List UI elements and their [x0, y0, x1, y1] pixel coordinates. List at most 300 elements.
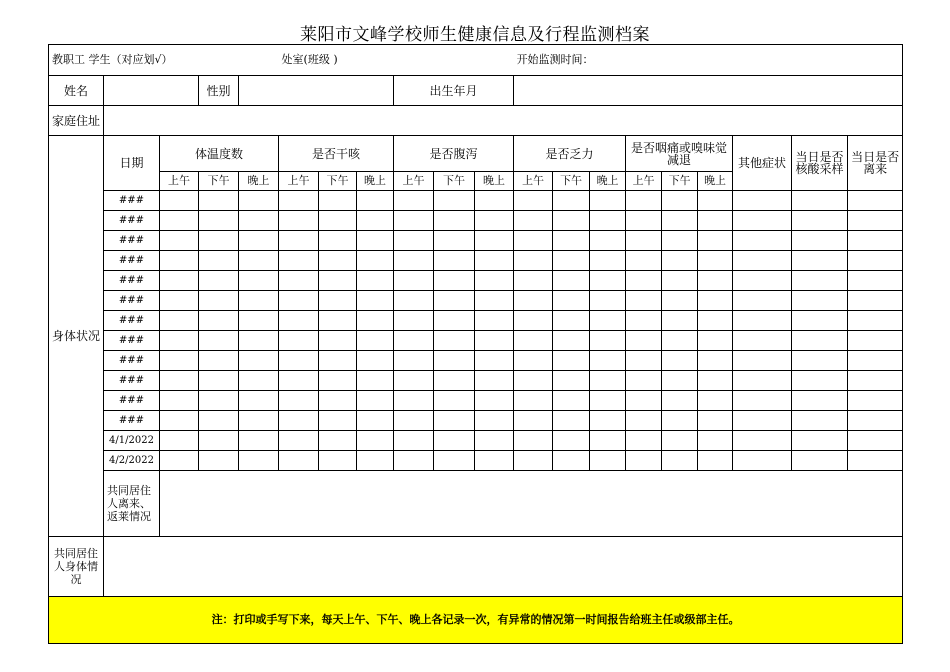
entry-cell[interactable] [199, 231, 239, 251]
entry-cell[interactable] [394, 351, 434, 371]
entry-cell[interactable] [662, 431, 698, 451]
entry-cell[interactable] [553, 431, 590, 451]
entry-cell[interactable] [698, 291, 733, 311]
entry-cell[interactable] [698, 371, 733, 391]
entry-cell[interactable] [319, 231, 357, 251]
entry-cell[interactable] [626, 231, 662, 251]
entry-cell[interactable] [475, 231, 514, 251]
nucleic-test-header: 当日是否核酸采样 [792, 136, 848, 191]
entry-cell[interactable] [319, 451, 357, 471]
cohabit-travel-label: 共同居住人离来、返莱情况 [104, 471, 160, 537]
entry-cell[interactable] [590, 351, 626, 371]
entry-cell[interactable] [475, 431, 514, 451]
entry-cell[interactable] [792, 211, 848, 231]
entry-cell[interactable] [394, 331, 434, 351]
birth-value[interactable] [514, 76, 903, 106]
entry-cell[interactable] [279, 211, 319, 231]
entry-cell[interactable] [475, 271, 514, 291]
entry-cell[interactable] [199, 411, 239, 431]
entry-cell[interactable] [199, 391, 239, 411]
entry-cell[interactable] [553, 311, 590, 331]
gender-value[interactable] [239, 76, 394, 106]
entry-cell[interactable] [160, 331, 199, 351]
date-cell: ### [104, 231, 160, 251]
entry-cell[interactable] [733, 231, 792, 251]
entry-cell[interactable] [514, 271, 553, 291]
entry-cell[interactable] [792, 451, 848, 471]
entry-cell[interactable] [239, 371, 279, 391]
entry-cell[interactable] [199, 251, 239, 271]
entry-cell[interactable] [239, 391, 279, 411]
entry-cell[interactable] [698, 411, 733, 431]
date-cell: ### [104, 331, 160, 351]
entry-cell[interactable] [590, 371, 626, 391]
entry-cell[interactable] [848, 271, 903, 291]
entry-cell[interactable] [394, 291, 434, 311]
group-header-diarrhea: 是否腹泻 [394, 136, 514, 172]
start-time-label: 开始监测时间： [514, 45, 903, 76]
entry-cell[interactable] [279, 431, 319, 451]
entry-cell[interactable] [590, 211, 626, 231]
entry-cell[interactable] [357, 351, 394, 371]
entry-cell[interactable] [279, 371, 319, 391]
entry-cell[interactable] [279, 391, 319, 411]
entry-cell[interactable] [475, 311, 514, 331]
entry-cell[interactable] [662, 251, 698, 271]
entry-cell[interactable] [848, 411, 903, 431]
entry-cell[interactable] [434, 331, 475, 351]
entry-cell[interactable] [514, 311, 553, 331]
entry-cell[interactable] [394, 391, 434, 411]
entry-cell[interactable] [394, 231, 434, 251]
entry-cell[interactable] [553, 211, 590, 231]
entry-cell[interactable] [590, 331, 626, 351]
entry-cell[interactable] [160, 451, 199, 471]
entry-cell[interactable] [662, 271, 698, 291]
entry-cell[interactable] [319, 251, 357, 271]
entry-cell[interactable] [848, 331, 903, 351]
date-cell: ### [104, 191, 160, 211]
entry-cell[interactable] [698, 191, 733, 211]
entry-cell[interactable] [279, 351, 319, 371]
entry-cell[interactable] [319, 191, 357, 211]
entry-cell[interactable] [553, 391, 590, 411]
entry-cell[interactable] [662, 451, 698, 471]
entry-cell[interactable] [733, 331, 792, 351]
daily-row [49, 391, 903, 411]
entry-cell[interactable] [553, 351, 590, 371]
entry-cell[interactable] [514, 231, 553, 251]
entry-cell[interactable] [792, 431, 848, 451]
entry-cell[interactable] [239, 311, 279, 331]
entry-cell[interactable] [848, 291, 903, 311]
period-header: 下午 [434, 172, 475, 191]
entry-cell[interactable] [733, 351, 792, 371]
entry-cell[interactable] [848, 351, 903, 371]
entry-cell[interactable] [199, 331, 239, 351]
entry-cell[interactable] [848, 431, 903, 451]
entry-cell[interactable] [319, 391, 357, 411]
period-header: 上午 [514, 172, 553, 191]
entry-cell[interactable] [394, 431, 434, 451]
entry-cell[interactable] [475, 411, 514, 431]
entry-cell[interactable] [199, 271, 239, 291]
entry-cell[interactable] [733, 291, 792, 311]
entry-cell[interactable] [590, 271, 626, 291]
period-header: 晚上 [590, 172, 626, 191]
entry-cell[interactable] [553, 251, 590, 271]
entry-cell[interactable] [733, 431, 792, 451]
entry-cell[interactable] [514, 371, 553, 391]
entry-cell[interactable] [848, 311, 903, 331]
daily-row [49, 211, 903, 231]
daily-row [49, 331, 903, 351]
entry-cell[interactable] [590, 311, 626, 331]
entry-cell[interactable] [553, 371, 590, 391]
date-cell: 4/1/2022 [104, 431, 160, 451]
entry-cell[interactable] [848, 451, 903, 471]
entry-cell[interactable] [394, 271, 434, 291]
entry-cell[interactable] [792, 251, 848, 271]
entry-cell[interactable] [199, 211, 239, 231]
entry-cell[interactable] [626, 311, 662, 331]
entry-cell[interactable] [698, 271, 733, 291]
entry-cell[interactable] [394, 211, 434, 231]
entry-cell[interactable] [626, 451, 662, 471]
entry-cell[interactable] [239, 451, 279, 471]
entry-cell[interactable] [553, 271, 590, 291]
entry-cell[interactable] [475, 291, 514, 311]
entry-cell[interactable] [239, 271, 279, 291]
entry-cell[interactable] [514, 291, 553, 311]
period-header: 上午 [160, 172, 199, 191]
entry-cell[interactable] [357, 251, 394, 271]
entry-cell[interactable] [357, 191, 394, 211]
entry-cell[interactable] [590, 451, 626, 471]
entry-cell[interactable] [733, 251, 792, 271]
period-header: 下午 [553, 172, 590, 191]
entry-cell[interactable] [199, 311, 239, 331]
entry-cell[interactable] [319, 371, 357, 391]
daily-row [49, 191, 903, 211]
entry-cell[interactable] [434, 411, 475, 431]
entry-cell[interactable] [848, 391, 903, 411]
period-header: 晚上 [698, 172, 733, 191]
entry-cell[interactable] [394, 411, 434, 431]
entry-cell[interactable] [475, 251, 514, 271]
entry-cell[interactable] [357, 451, 394, 471]
entry-cell[interactable] [626, 191, 662, 211]
entry-cell[interactable] [514, 331, 553, 351]
entry-cell[interactable] [279, 311, 319, 331]
entry-cell[interactable] [394, 451, 434, 471]
daily-row [49, 351, 903, 371]
entry-cell[interactable] [733, 391, 792, 411]
entry-cell[interactable] [662, 231, 698, 251]
entry-cell[interactable] [434, 451, 475, 471]
entry-cell[interactable] [357, 371, 394, 391]
entry-cell[interactable] [553, 191, 590, 211]
entry-cell[interactable] [199, 191, 239, 211]
date-cell: ### [104, 311, 160, 331]
daily-row [49, 431, 903, 451]
entry-cell[interactable] [662, 291, 698, 311]
entry-cell[interactable] [160, 411, 199, 431]
entry-cell[interactable] [698, 211, 733, 231]
entry-cell[interactable] [792, 351, 848, 371]
entry-cell[interactable] [160, 351, 199, 371]
entry-cell[interactable] [698, 431, 733, 451]
entry-cell[interactable] [662, 311, 698, 331]
entry-cell[interactable] [239, 351, 279, 371]
entry-cell[interactable] [199, 451, 239, 471]
entry-cell[interactable] [514, 391, 553, 411]
entry-cell[interactable] [626, 331, 662, 351]
entry-cell[interactable] [239, 251, 279, 271]
entry-cell[interactable] [357, 211, 394, 231]
entry-cell[interactable] [514, 431, 553, 451]
entry-cell[interactable] [279, 271, 319, 291]
entry-cell[interactable] [357, 331, 394, 351]
period-header: 下午 [319, 172, 357, 191]
entry-cell[interactable] [792, 311, 848, 331]
entry-cell[interactable] [626, 411, 662, 431]
role-label: 教职工 学生（对应划√） [49, 45, 279, 76]
entry-cell[interactable] [475, 211, 514, 231]
entry-cell[interactable] [239, 411, 279, 431]
entry-cell[interactable] [279, 291, 319, 311]
entry-cell[interactable] [319, 311, 357, 331]
entry-cell[interactable] [475, 351, 514, 371]
entry-cell[interactable] [199, 371, 239, 391]
entry-cell[interactable] [357, 391, 394, 411]
entry-cell[interactable] [733, 451, 792, 471]
period-header: 晚上 [475, 172, 514, 191]
entry-cell[interactable] [199, 351, 239, 371]
entry-cell[interactable] [733, 271, 792, 291]
entry-cell[interactable] [662, 371, 698, 391]
period-header: 晚上 [357, 172, 394, 191]
entry-cell[interactable] [160, 311, 199, 331]
entry-cell[interactable] [319, 411, 357, 431]
entry-cell[interactable] [733, 211, 792, 231]
entry-cell[interactable] [792, 411, 848, 431]
entry-cell[interactable] [434, 351, 475, 371]
entry-cell[interactable] [848, 211, 903, 231]
cohabit-health-value[interactable] [104, 537, 903, 597]
entry-cell[interactable] [319, 271, 357, 291]
entry-cell[interactable] [475, 331, 514, 351]
entry-cell[interactable] [239, 231, 279, 251]
entry-cell[interactable] [434, 311, 475, 331]
entry-cell[interactable] [279, 451, 319, 471]
entry-cell[interactable] [160, 391, 199, 411]
entry-cell[interactable] [848, 231, 903, 251]
entry-cell[interactable] [698, 231, 733, 251]
entry-cell[interactable] [662, 391, 698, 411]
entry-cell[interactable] [514, 451, 553, 471]
entry-cell[interactable] [626, 251, 662, 271]
entry-cell[interactable] [434, 291, 475, 311]
entry-cell[interactable] [357, 291, 394, 311]
date-cell: ### [104, 251, 160, 271]
entry-cell[interactable] [475, 391, 514, 411]
entry-cell[interactable] [279, 331, 319, 351]
entry-cell[interactable] [434, 271, 475, 291]
entry-cell[interactable] [475, 191, 514, 211]
daily-row [49, 451, 903, 471]
entry-cell[interactable] [357, 431, 394, 451]
entry-cell[interactable] [698, 311, 733, 331]
entry-cell[interactable] [626, 371, 662, 391]
entry-cell[interactable] [626, 291, 662, 311]
entry-cell[interactable] [698, 351, 733, 371]
entry-cell[interactable] [434, 191, 475, 211]
entry-cell[interactable] [160, 291, 199, 311]
entry-cell[interactable] [662, 211, 698, 231]
entry-cell[interactable] [357, 311, 394, 331]
entry-cell[interactable] [848, 371, 903, 391]
group-header-dry-cough: 是否干咳 [279, 136, 394, 172]
entry-cell[interactable] [792, 331, 848, 351]
entry-cell[interactable] [434, 211, 475, 231]
other-symptoms-header: 其他症状 [733, 136, 792, 191]
page-title: 莱阳市文峰学校师生健康信息及行程监测档案 [300, 25, 650, 45]
entry-cell[interactable] [848, 251, 903, 271]
entry-cell[interactable] [475, 371, 514, 391]
date-cell: ### [104, 411, 160, 431]
entry-cell[interactable] [160, 431, 199, 451]
group-header-sore-throat: 是否咽痛或嗅味觉减退 [626, 136, 733, 172]
address-value[interactable] [104, 106, 903, 136]
name-value[interactable] [104, 76, 199, 106]
entry-cell[interactable] [160, 371, 199, 391]
entry-cell[interactable] [475, 451, 514, 471]
entry-cell[interactable] [792, 271, 848, 291]
entry-cell[interactable] [160, 271, 199, 291]
entry-cell[interactable] [792, 191, 848, 211]
entry-cell[interactable] [279, 231, 319, 251]
entry-cell[interactable] [590, 191, 626, 211]
entry-cell[interactable] [434, 391, 475, 411]
entry-cell[interactable] [733, 371, 792, 391]
entry-cell[interactable] [626, 431, 662, 451]
entry-cell[interactable] [733, 411, 792, 431]
entry-cell[interactable] [239, 331, 279, 351]
entry-cell[interactable] [662, 351, 698, 371]
entry-cell[interactable] [662, 411, 698, 431]
entry-cell[interactable] [514, 211, 553, 231]
period-header: 上午 [626, 172, 662, 191]
entry-cell[interactable] [733, 191, 792, 211]
entry-cell[interactable] [792, 371, 848, 391]
entry-cell[interactable] [434, 371, 475, 391]
entry-cell[interactable] [698, 251, 733, 271]
entry-cell[interactable] [394, 251, 434, 271]
entry-cell[interactable] [662, 191, 698, 211]
group-header-fatigue: 是否乏力 [514, 136, 626, 172]
entry-cell[interactable] [160, 211, 199, 231]
entry-cell[interactable] [160, 231, 199, 251]
entry-cell[interactable] [239, 191, 279, 211]
entry-cell[interactable] [553, 411, 590, 431]
entry-cell[interactable] [239, 431, 279, 451]
daily-row [49, 291, 903, 311]
entry-cell[interactable] [239, 211, 279, 231]
entry-cell[interactable] [698, 391, 733, 411]
entry-cell[interactable] [434, 431, 475, 451]
entry-cell[interactable] [357, 231, 394, 251]
entry-cell[interactable] [626, 211, 662, 231]
entry-cell[interactable] [514, 411, 553, 431]
entry-cell[interactable] [239, 291, 279, 311]
entry-cell[interactable] [698, 451, 733, 471]
entry-cell[interactable] [792, 391, 848, 411]
entry-cell[interactable] [553, 231, 590, 251]
entry-cell[interactable] [160, 191, 199, 211]
entry-cell[interactable] [514, 191, 553, 211]
entry-cell[interactable] [319, 211, 357, 231]
entry-cell[interactable] [394, 371, 434, 391]
entry-cell[interactable] [553, 331, 590, 351]
entry-cell[interactable] [590, 391, 626, 411]
entry-cell[interactable] [279, 411, 319, 431]
entry-cell[interactable] [514, 351, 553, 371]
entry-cell[interactable] [590, 231, 626, 251]
entry-cell[interactable] [357, 271, 394, 291]
entry-cell[interactable] [394, 191, 434, 211]
entry-cell[interactable] [160, 251, 199, 271]
entry-cell[interactable] [848, 191, 903, 211]
entry-cell[interactable] [662, 331, 698, 351]
entry-cell[interactable] [626, 351, 662, 371]
entry-cell[interactable] [199, 431, 239, 451]
daily-row [49, 231, 903, 251]
entry-cell[interactable] [590, 411, 626, 431]
entry-cell[interactable] [792, 291, 848, 311]
entry-cell[interactable] [698, 331, 733, 351]
entry-cell[interactable] [199, 291, 239, 311]
entry-cell[interactable] [590, 431, 626, 451]
entry-cell[interactable] [733, 311, 792, 331]
entry-cell[interactable] [553, 291, 590, 311]
entry-cell[interactable] [357, 411, 394, 431]
entry-cell[interactable] [553, 451, 590, 471]
entry-cell[interactable] [590, 251, 626, 271]
date-cell: ### [104, 371, 160, 391]
address-label: 家庭住址 [49, 106, 104, 136]
entry-cell[interactable] [319, 431, 357, 451]
entry-cell[interactable] [434, 231, 475, 251]
entry-cell[interactable] [319, 331, 357, 351]
entry-cell[interactable] [590, 291, 626, 311]
entry-cell[interactable] [514, 251, 553, 271]
daily-row [49, 371, 903, 391]
entry-cell[interactable] [279, 251, 319, 271]
entry-cell[interactable] [626, 271, 662, 291]
daily-row [49, 311, 903, 331]
entry-cell[interactable] [626, 391, 662, 411]
entry-cell[interactable] [394, 311, 434, 331]
entry-cell[interactable] [319, 351, 357, 371]
daily-row [49, 271, 903, 291]
period-header: 上午 [279, 172, 319, 191]
entry-cell[interactable] [434, 251, 475, 271]
entry-cell[interactable] [279, 191, 319, 211]
entry-cell[interactable] [319, 291, 357, 311]
entry-cell[interactable] [792, 231, 848, 251]
cohabit-travel-value[interactable] [160, 471, 903, 537]
